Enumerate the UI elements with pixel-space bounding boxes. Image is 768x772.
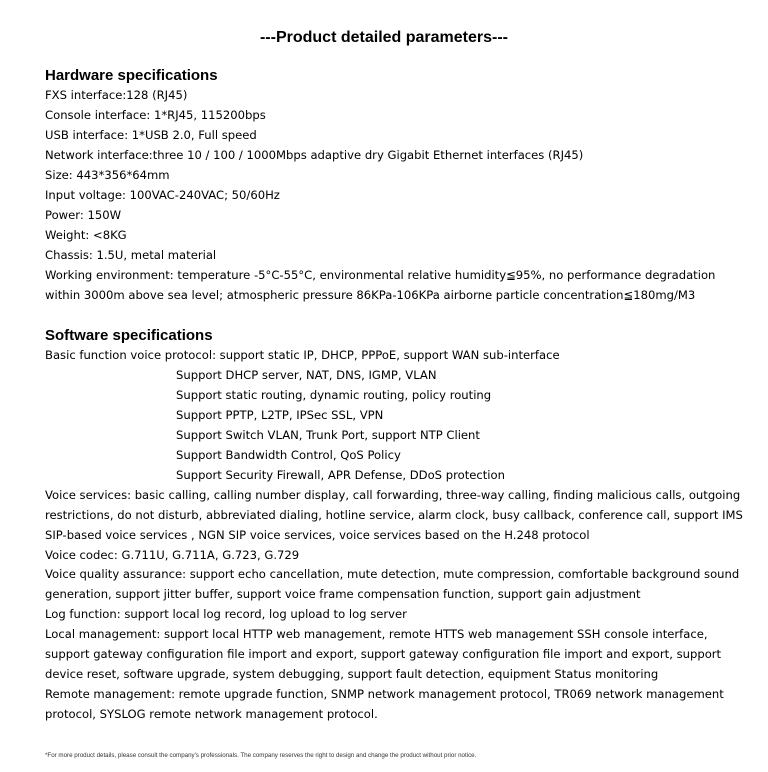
hardware-list: [45, 86, 757, 305]
spec-line-voice-services: Voice services: basic calling, calling number display, call forwarding, three-way calling, finding malicious calls, outgoing: [45, 487, 741, 502]
protocol-item: Support Security Firewall, APR Defense, DDoS protection: [176, 467, 505, 482]
spec-line-chassis: Chassis: 1.5U, metal material: [45, 247, 217, 262]
spec-line-log-function: Log function: support local log record, log upload to log server: [45, 607, 407, 622]
spec-line-network: Network interface:three 10 / 100 / 1000Mbps adaptive dry Gigabit Ethernet interfaces (RJ45): [45, 147, 584, 162]
protocol-item: Support PPTP, L2TP, IPSec SSL, VPN: [176, 407, 384, 422]
spec-line-usb: USB interface: 1*USB 2.0, Full speed: [45, 127, 257, 142]
spec-line-voice-codec: Voice codec: G.711U, G.711A, G.723, G.729: [45, 547, 300, 562]
spec-line-environment: Working environment: temperature -5°C-55°C, environmental relative humidity≦95%, no performance degradation: [45, 267, 716, 282]
spec-line-voice-services-cont: SIP-based voice services , NGN SIP voice services, voice services based on the H.248 protocol: [45, 527, 590, 542]
spec-line-weight: Weight: <8KG: [45, 227, 127, 242]
spec-line-console: Console interface: 1*RJ45, 115200bps: [45, 107, 266, 122]
spec-line-fxs: FXS interface:128 (RJ45): [45, 88, 188, 102]
protocol-item: Support DHCP server, NAT, DNS, IGMP, VLAN: [176, 367, 437, 382]
spec-line-local-management: Local management: support local HTTP web management, remote HTTS web management SSH console interface,: [45, 627, 708, 642]
spec-line-power: Power: 150W: [45, 207, 122, 222]
protocol-item: Support static routing, dynamic routing, policy routing: [176, 387, 492, 402]
software-list: [45, 346, 757, 725]
spec-line-size: Size: 443*356*64mm: [45, 167, 170, 182]
hardware-section: [45, 66, 757, 305]
spec-line-local-management-cont: support gateway configuration file import and export, support gateway configuration file import and export, support: [45, 647, 722, 662]
spec-line-remote-management-cont: protocol, SYSLOG remote network management protocol.: [45, 707, 378, 722]
spec-line-voltage: Input voltage: 100VAC-240VAC; 50/60Hz: [45, 187, 280, 202]
protocol-item: Support Bandwidth Control, QoS Policy: [176, 447, 401, 462]
page-title: ---Product detailed parameters---: [259, 29, 509, 46]
spec-line-environment-cont: within 3000m above sea level; atmospheric pressure 86KPa-106KPa airborne particle concentration≦180mg/M3: [45, 287, 696, 302]
spec-line-voice-quality-cont: generation, support jitter buffer, support voice frame compensation function, support gain adjustment: [45, 587, 641, 602]
footnote: *For more product details, please consult the company's professionals. The company reserves the right to design and change the product without prior notice.: [45, 752, 477, 759]
software-section: [45, 326, 757, 725]
spec-line-local-management-cont: device reset, software upgrade, system debugging, support fault detection, equipment Status monitoring: [45, 667, 659, 682]
spec-line-remote-management: Remote management: remote upgrade function, SNMP network management protocol, TR069 network management: [45, 687, 724, 702]
hardware-heading: Hardware specifications: [45, 67, 218, 84]
protocol-intro: Basic function voice protocol: support static IP, DHCP, PPPoE, support WAN sub-interface: [45, 348, 560, 362]
protocol-item: Support Switch VLAN, Trunk Port, support NTP Client: [176, 427, 480, 442]
spec-line-voice-services-cont: restrictions, do not disturb, abbreviated dialing, hotline service, alarm clock, busy callback, conference call, support IMS: [45, 507, 743, 522]
software-heading: Software specifications: [45, 327, 213, 344]
spec-line-voice-quality: Voice quality assurance: support echo cancellation, mute detection, mute compression, comfortable background sound: [45, 567, 740, 582]
